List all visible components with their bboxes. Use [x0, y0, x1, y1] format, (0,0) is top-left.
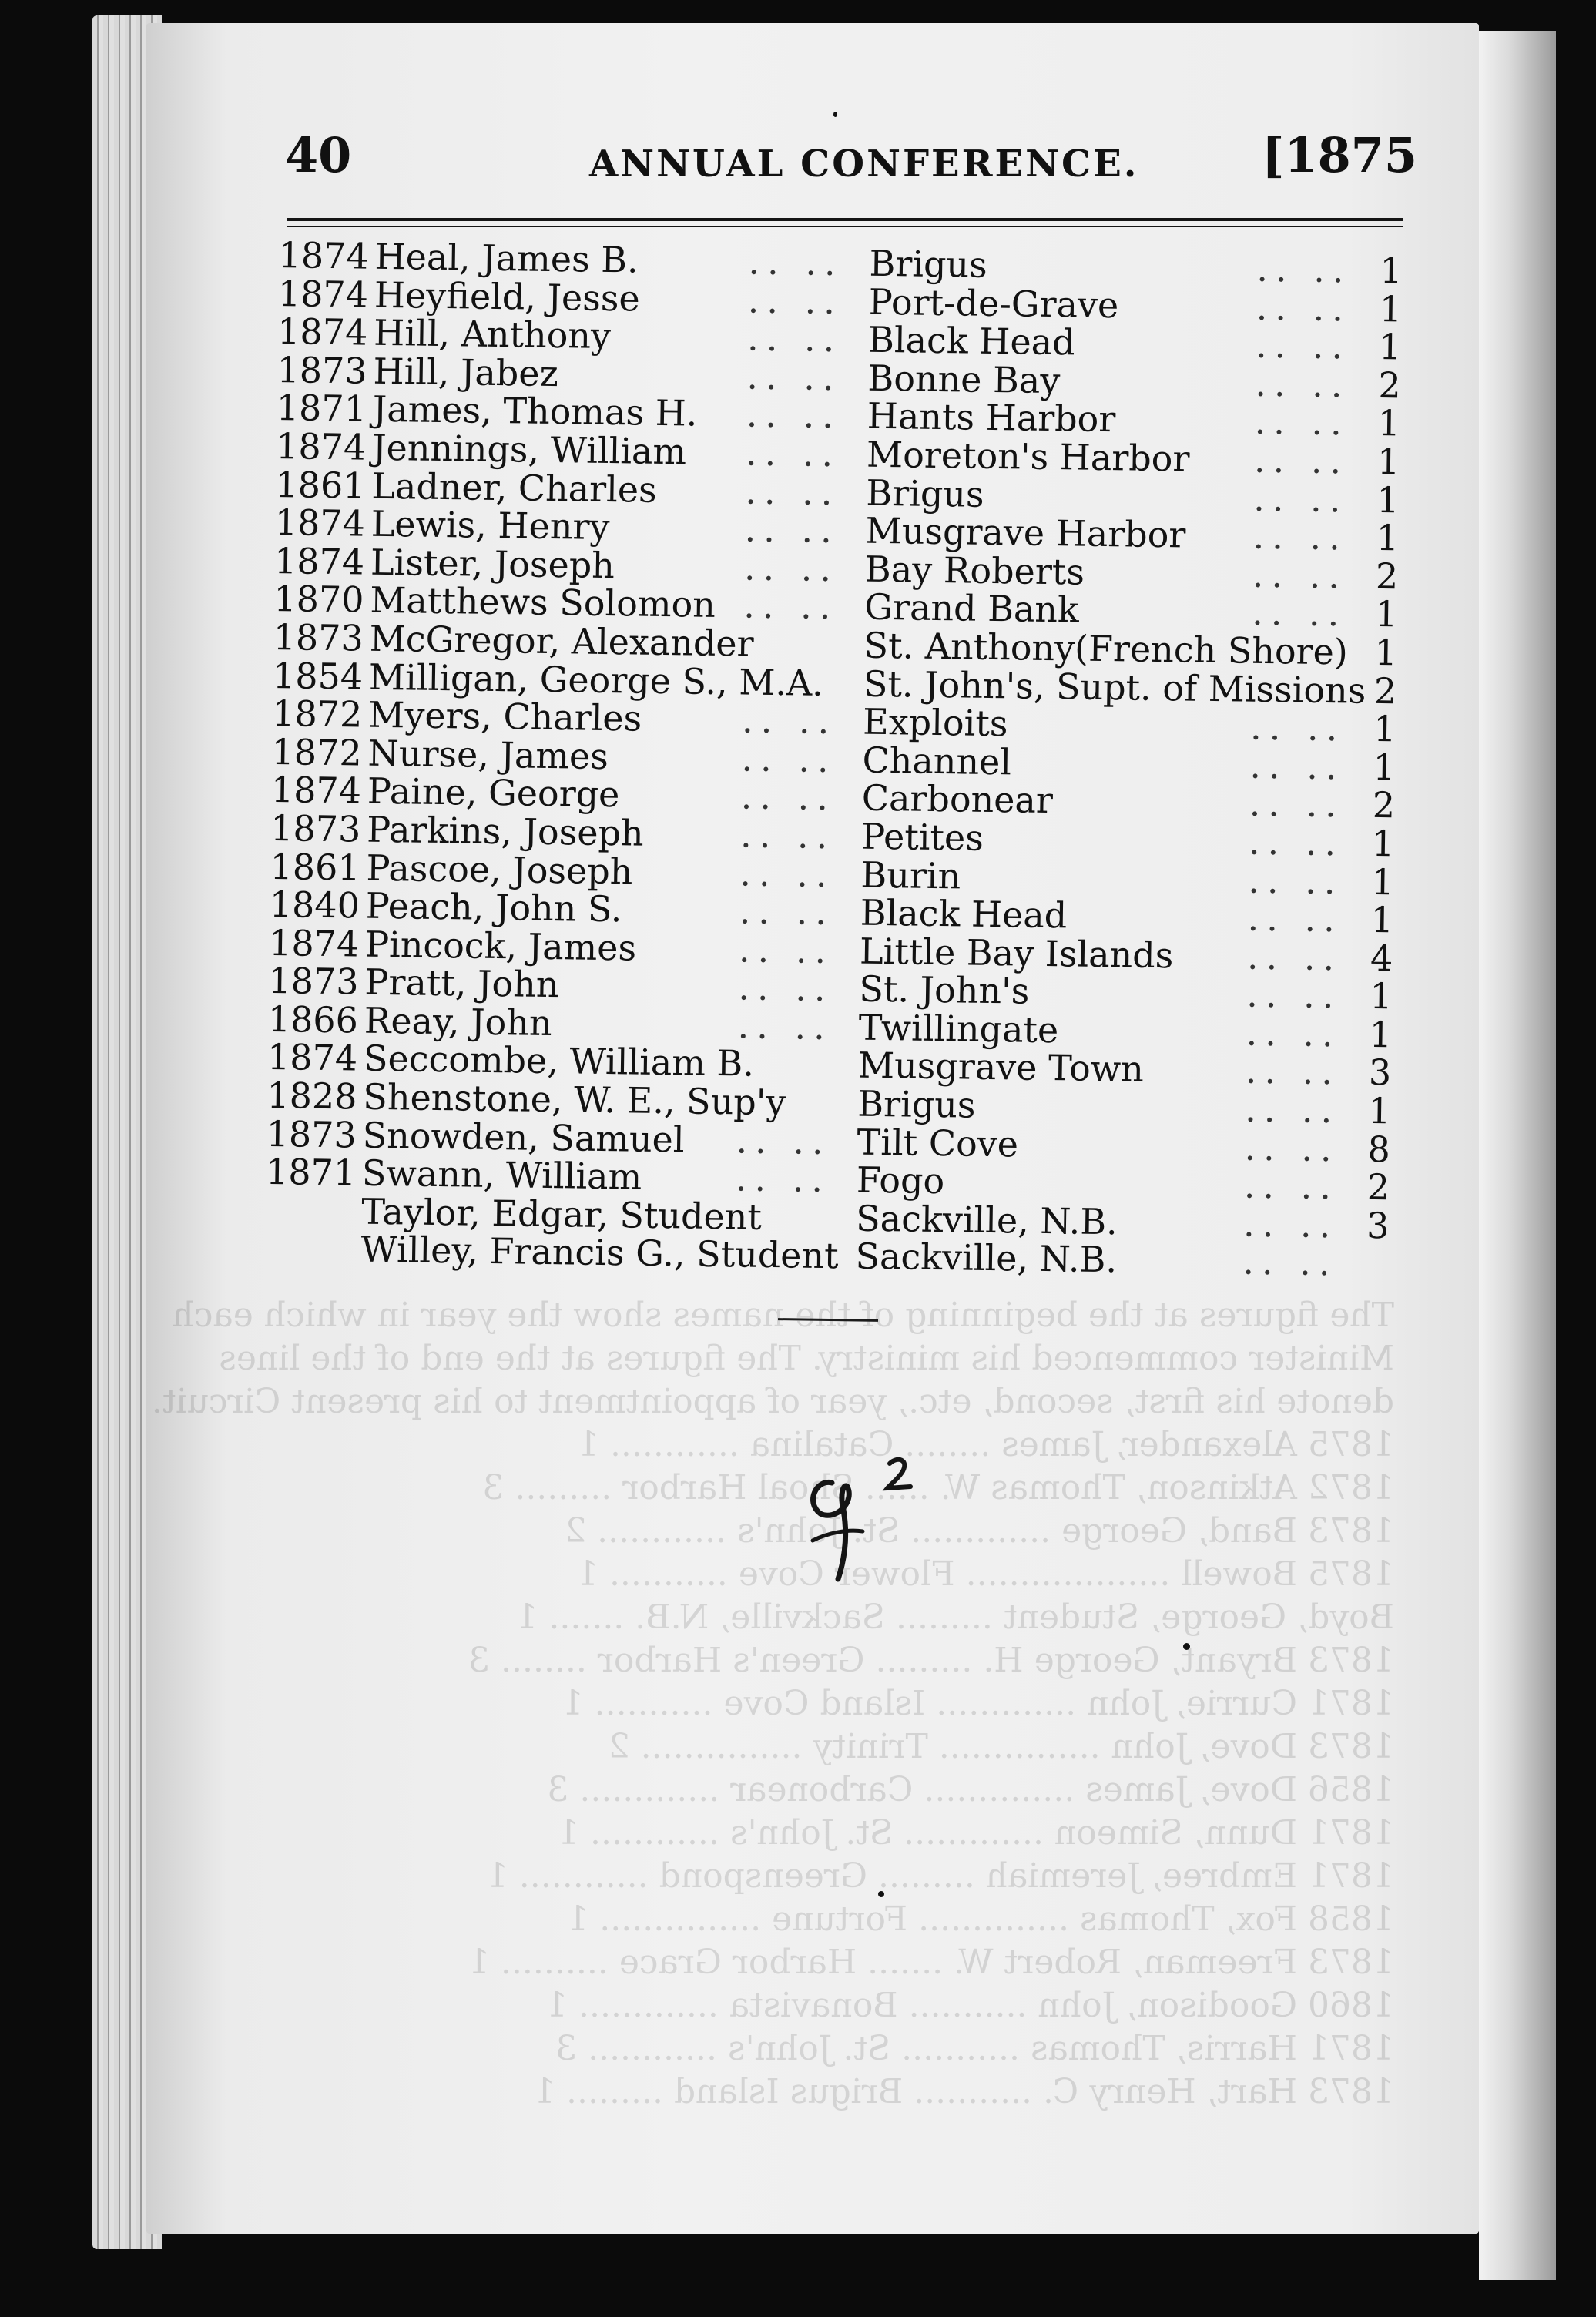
entry-years-count: 1	[1378, 326, 1402, 368]
leader-dots: .. ..	[747, 279, 843, 322]
leader-dots: .. ..	[1255, 324, 1351, 367]
entry-name: Shenstone, W. E., Sup'y	[363, 1075, 786, 1124]
entry-year: 1872	[271, 692, 363, 736]
leader-dots: .. ..	[1246, 973, 1342, 1017]
entry-name: Lister, Joseph	[370, 541, 615, 586]
leader-dots: .. ..	[1244, 1088, 1340, 1132]
entry-name: Jennings, William	[371, 426, 687, 473]
entry-years-count: 1	[1376, 517, 1400, 559]
entry-station: Black Head	[860, 891, 1068, 937]
leader-dots: .. ..	[1253, 438, 1350, 482]
leader-dots: .. ..	[1252, 515, 1349, 558]
entry-years-count: 1	[1376, 440, 1400, 483]
entry-name: Ladner, Charles	[371, 464, 658, 511]
entry-name: Pascoe, Joseph	[366, 847, 633, 892]
entry-years-count: 1	[1379, 287, 1403, 330]
leader-dots: .. ..	[1244, 1126, 1340, 1169]
leader-dots: .. ..	[737, 1004, 833, 1048]
entry-years-count: 1	[1369, 1013, 1393, 1056]
entry-name: Swann, William	[361, 1152, 642, 1198]
entry-station: Moreton's Harbor	[866, 433, 1190, 480]
entry-name: Peach, John S.	[365, 884, 622, 930]
entry-station: Twillingate	[858, 1006, 1059, 1051]
leader-dots: .. ..	[740, 775, 837, 819]
entry-years-count: 1	[1369, 975, 1393, 1018]
leader-dots: .. ..	[746, 317, 843, 360]
entry-name: Paine, George	[367, 770, 620, 816]
entry-name: Myers, Charles	[367, 693, 642, 739]
entry-name: Heyfield, Jesse	[374, 273, 641, 320]
leader-dots: .. ..	[743, 584, 839, 628]
entry-station: Tilt Cove	[857, 1121, 1019, 1165]
entry-station: Bonne Bay	[867, 357, 1061, 401]
entry-years-count: 2	[1372, 784, 1396, 827]
leader-dots: .. ..	[739, 890, 835, 934]
minister-list	[264, 236, 1434, 1283]
leader-dots: .. ..	[745, 431, 841, 475]
entry-years-count: 1	[1380, 249, 1403, 292]
leader-dots: .. ..	[743, 546, 840, 589]
leader-dots: .. ..	[1248, 859, 1343, 902]
leader-dots: .. ..	[1246, 1011, 1342, 1055]
leader-dots: .. ..	[746, 355, 843, 398]
leader-dots: .. ..	[748, 240, 844, 284]
entry-station: Port-de-Grave	[868, 280, 1119, 326]
ink-speck	[833, 112, 837, 117]
entry-years-count: 2	[1375, 555, 1399, 598]
leader-dots: .. ..	[1255, 362, 1350, 406]
page-number: 40	[285, 127, 352, 183]
entry-year: 1873	[273, 615, 364, 659]
leader-dots: .. ..	[1246, 935, 1343, 979]
entry-station: Little Bay Islands	[859, 930, 1174, 976]
leader-dots: .. ..	[1252, 553, 1348, 597]
entry-name: Snowden, Samuel	[362, 1114, 685, 1161]
entry-years-count: 1	[1376, 478, 1400, 521]
entry-year: 1871	[276, 387, 367, 430]
entry-name: Willey, Francis G., Student	[360, 1229, 839, 1277]
entry-year: 1874	[267, 1036, 358, 1079]
leader-dots: .. ..	[1249, 744, 1346, 788]
leader-dots: .. ..	[1251, 592, 1347, 635]
entry-name: McGregor, Alexander	[369, 617, 754, 665]
leader-dots: .. ..	[744, 508, 840, 552]
entry-station: Brigus	[869, 242, 988, 286]
leader-dots: .. ..	[738, 966, 833, 1010]
entry-year: 1873	[270, 806, 361, 850]
entry-year: 1861	[275, 463, 366, 507]
entry-name: Milligan, George S., M.A.	[368, 656, 824, 704]
entry-name: Lewis, Henry	[370, 502, 610, 548]
leader-dots: .. ..	[735, 1157, 831, 1201]
entry-year: 1866	[267, 998, 359, 1041]
entry-years-count: 2	[1366, 1166, 1390, 1209]
leader-dots: .. ..	[736, 1119, 832, 1162]
entry-name: Pincock, James	[364, 923, 637, 969]
entry-name: Hill, Anthony	[373, 311, 612, 357]
header-rule-thin	[287, 226, 1403, 227]
entry-station: Bay Roberts	[864, 548, 1085, 593]
handwritten-note	[801, 1448, 955, 1587]
entry-station: Brigus	[866, 471, 984, 515]
leader-dots: .. ..	[1254, 401, 1350, 444]
entry-station: Burin	[860, 853, 961, 897]
entry-name: Nurse, James	[367, 732, 609, 777]
running-title: ANNUAL CONFERENCE.	[589, 143, 1139, 186]
entry-name: Heal, James B.	[374, 235, 639, 281]
entry-station: Channel	[862, 739, 1012, 783]
entry-year: 1854	[272, 654, 364, 698]
entry-station: Musgrave Town	[857, 1044, 1145, 1091]
entry-station: Hants Harbor	[867, 395, 1116, 441]
entry-year: 1874	[268, 921, 360, 965]
entry-years-count: 4	[1370, 937, 1393, 979]
entry-year: 1840	[269, 884, 360, 927]
entry-year: 1874	[274, 501, 366, 545]
entry-years-count: 1	[1367, 1089, 1391, 1132]
entry-station: Musgrave Harbor	[865, 509, 1186, 556]
entry-years-count: 1	[1374, 593, 1398, 635]
header-rule	[287, 218, 1403, 221]
entry-years-count: 1	[1373, 746, 1396, 789]
entry-station: St. John's	[859, 967, 1030, 1012]
entry-years-count: 1	[1370, 898, 1394, 941]
entry-station: Fogo	[856, 1158, 945, 1202]
leader-dots: .. ..	[1248, 820, 1344, 864]
leader-dots: .. ..	[1249, 782, 1345, 826]
entry-name: Parkins, Joseph	[366, 808, 645, 854]
gutter-shadow	[1479, 31, 1556, 2280]
entry-name: Matthews Solomon	[370, 579, 716, 626]
entry-years-count: 3	[1368, 1051, 1392, 1094]
entry-year: 1873	[266, 1112, 357, 1156]
entry-station: Brigus	[857, 1082, 976, 1126]
entry-year: 1874	[277, 272, 369, 316]
leader-dots: .. ..	[739, 813, 836, 857]
entry-station: Exploits	[862, 700, 1008, 745]
leader-dots: .. ..	[738, 928, 834, 971]
leader-dots: .. ..	[1256, 286, 1352, 330]
entry-station: Carbonear	[861, 776, 1054, 822]
entry-year: 1874	[273, 539, 365, 583]
entry-year: 1872	[271, 730, 363, 774]
entry-station: Grand Bank	[863, 586, 1080, 631]
leader-dots: .. ..	[745, 470, 840, 513]
entry-year: 1874	[270, 769, 362, 812]
entry-years-count: 8	[1367, 1128, 1391, 1170]
entry-year: 1874	[277, 310, 368, 354]
header-year: [1875	[1262, 127, 1417, 183]
leader-dots: .. ..	[1249, 706, 1346, 749]
entry-year: 1828	[267, 1074, 357, 1118]
page-header	[285, 127, 1417, 189]
ink-speck	[1183, 1643, 1190, 1650]
leader-dots: .. ..	[1256, 247, 1353, 291]
entry-name: Pratt, John	[364, 961, 559, 1006]
entry-name: Reay, John	[364, 999, 552, 1044]
entry-years-count: 1	[1371, 822, 1395, 865]
leader-dots: .. ..	[1242, 1241, 1339, 1284]
entry-years-count: 3	[1366, 1204, 1390, 1247]
entry-year: 1871	[265, 1151, 357, 1194]
entry-years-count: 2	[1378, 364, 1402, 407]
entry-years-count: 1	[1371, 860, 1395, 903]
leader-dots: .. ..	[1243, 1164, 1340, 1208]
entry-station: Black Head	[867, 318, 1075, 364]
entry-station: Sackville, N.B.	[855, 1236, 1118, 1281]
leader-dots: .. ..	[746, 393, 842, 437]
entry-year: 1870	[273, 578, 364, 621]
leader-dots: .. ..	[1245, 1050, 1341, 1093]
entry-year: 1873	[268, 960, 359, 1003]
leader-dots: .. ..	[1242, 1202, 1339, 1246]
leader-dots: .. ..	[1247, 897, 1343, 941]
leader-dots: .. ..	[741, 699, 837, 743]
entry-name: James, Thomas H.	[372, 388, 698, 434]
entry-years-count: 2	[1373, 669, 1397, 712]
leader-dots: .. ..	[739, 851, 836, 895]
entry-years-count: 1	[1377, 402, 1401, 444]
entry-station: St. Anthony(French Shore)	[863, 624, 1349, 673]
entry-name: Seccombe, William B.	[363, 1038, 755, 1085]
entry-station: Petites	[860, 815, 984, 859]
entry-years-count: 1	[1373, 708, 1396, 750]
entry-station: Sackville, N.B.	[855, 1197, 1118, 1243]
entry-year: 1861	[270, 845, 361, 889]
entry-station: St. John's, Supt. of Missions	[863, 662, 1366, 712]
entry-name: Hill, Jabez	[373, 350, 559, 394]
ink-speck	[878, 1891, 884, 1897]
entry-name: Taylor, Edgar, Student	[360, 1190, 763, 1238]
leader-dots: .. ..	[741, 737, 837, 780]
entry-year: 1874	[275, 424, 367, 468]
entry-years-count: 1	[1374, 631, 1398, 674]
entry-year: 1873	[277, 348, 368, 392]
leader-dots: .. ..	[1252, 477, 1349, 520]
entry-year: 1874	[278, 234, 370, 277]
